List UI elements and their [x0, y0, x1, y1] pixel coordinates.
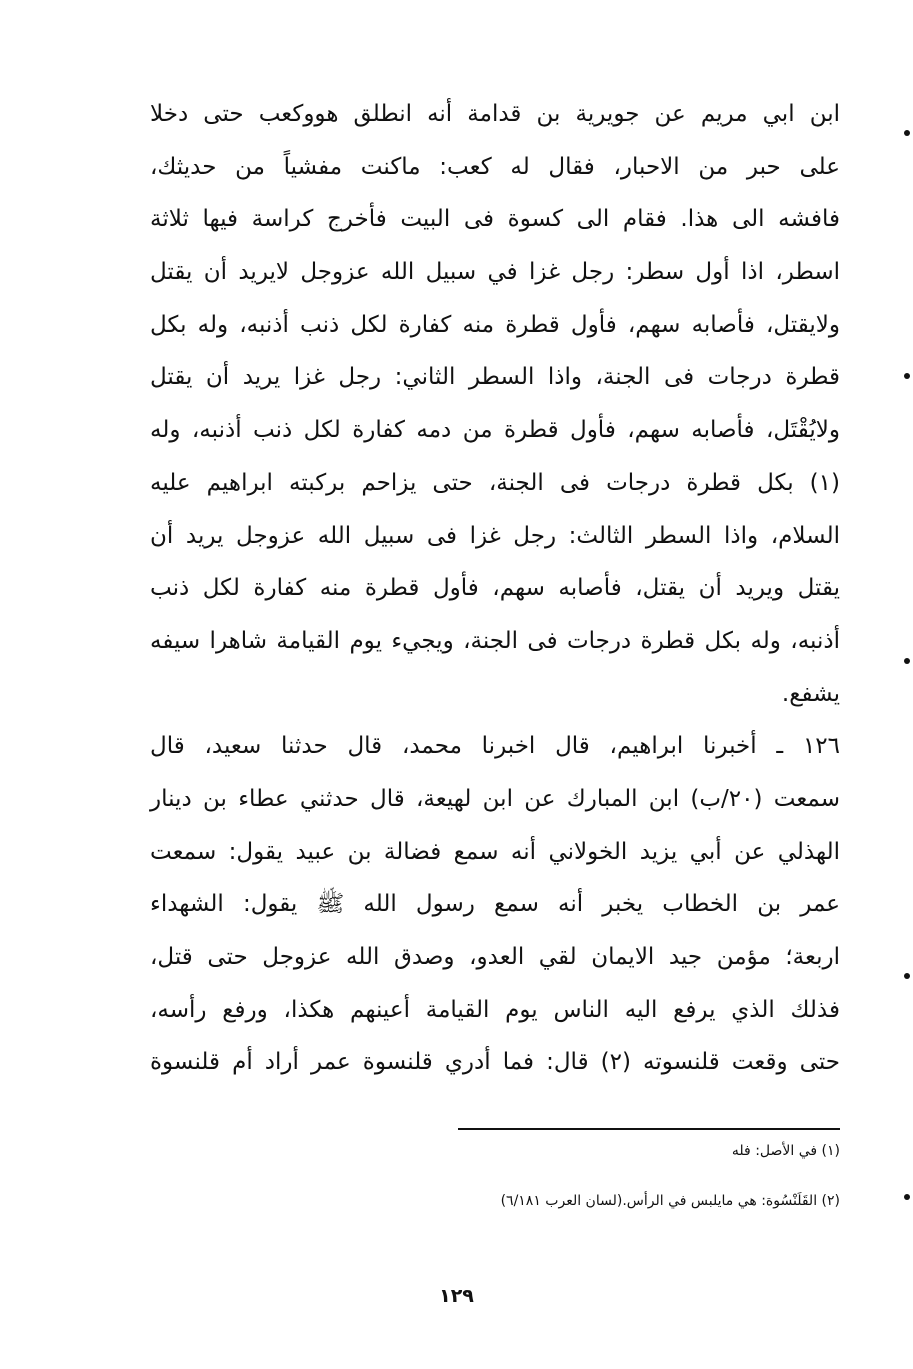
margin-dot [904, 130, 910, 136]
page-number: ١٢٩ [439, 1285, 474, 1307]
text-line: ١٢٦ ـ أخبرنا ابراهيم، قال اخبرنا محمد، قال حدثنا سعيد، قال [150, 733, 840, 760]
text-line: ولايقتل، فأصابه سهم، فأول قطرة منه كفارة لكل ذنب أذنبه، وله بكل [150, 311, 840, 338]
text-line: على حبر من الاحبار، فقال له كعب: ماكنت مفشياً من حديثك، [150, 153, 840, 180]
text-line: قطرة درجات فى الجنة، واذا السطر الثاني: رجل غزا يريد أن يقتل [150, 364, 840, 391]
text-line: اسطر، اذا أول سطر: رجل غزا في سبيل الله عزوجل لايريد أن يقتل [150, 259, 840, 286]
text-line: حتى وقعت قلنسوته (٢) قال: فما أدري قلنسوة عمر أراد أم قلنسوة [150, 1049, 841, 1076]
text-line: سمعت (٢٠/ب) ابن المبارك عن ابن لهيعة، قال حدثني عطاء بن دينار [150, 785, 840, 812]
margin-dot [904, 1194, 910, 1200]
margin-dot [904, 973, 910, 979]
text-line: أذنبه، وله بكل قطرة درجات فى الجنة، ويجيء يوم القيامة شاهرا سيفه [150, 627, 840, 654]
text-line: السلام، واذا السطر الثالث: رجل غزا فى سبيل الله عزوجل يريد أن [150, 522, 840, 549]
text-line: يشفع. [781, 680, 840, 707]
text-line: ابن ابي مريم عن جويرية بن قدامة أنه انطلق هووكعب حتى دخلا [150, 101, 840, 127]
text-line: ولايُقْتَل، فأصابه سهم، فأول قطرة من دمه كفارة لكل ذنب أذنبه، وله [150, 417, 840, 444]
text-line: يقتل ويريد أن يقتل، فأصابه سهم، فأول قطرة منه كفارة لكل ذنب [150, 575, 840, 602]
main-text-block [150, 88, 840, 1089]
text-line: الهذلي عن أبي يزيد الخولاني أنه سمع فضالة بن عبيد يقول: سمعت [150, 838, 840, 865]
text-line: عمر بن الخطاب يخبر أنه سمع رسول الله ﷺ يقول: الشهداء [150, 891, 840, 918]
margin-dot [904, 373, 910, 379]
text-line: فذلك الذي يرفع اليه الناس يوم القيامة أعينهم هكذا، ورفع رأسه، [150, 996, 840, 1023]
footnote-divider [458, 1128, 840, 1130]
margin-dot [904, 658, 910, 664]
text-line: اربعة؛ مؤمن جيد الايمان لقي العدو، وصدق الله عزوجل حتى قتل، [150, 944, 840, 970]
footnote-2: (٢) القَلَنْسُوة: هي مايلبس في الرأس.(لسان العرب ٦/١٨١) [500, 1193, 840, 1209]
footnote-1: (١) في الأصل: فله [731, 1143, 840, 1159]
text-line: (١) بكل قطرة درجات فى الجنة، حتى يزاحم بركبته ابراهيم عليه [150, 469, 840, 496]
text-line: فافشه الى هذا. فقام الى كسوة فى البيت فأخرج كراسة فيها ثلاثة [150, 206, 840, 233]
